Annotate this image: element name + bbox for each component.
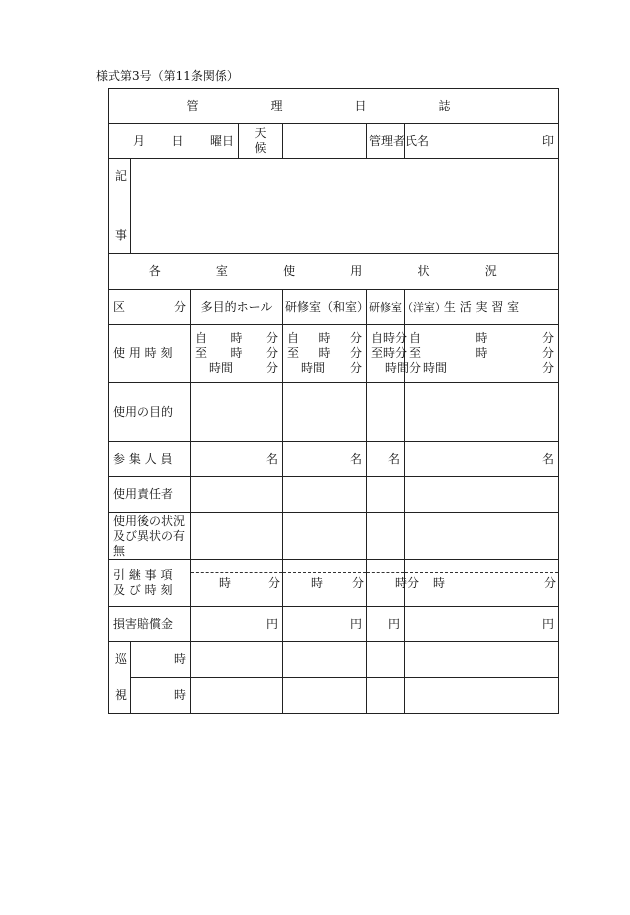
attendees-label: 参 集 人 員 bbox=[109, 442, 191, 477]
attendees-hall[interactable] bbox=[191, 442, 283, 477]
attendees-unit: 名 bbox=[542, 451, 555, 466]
minute-label: 分 bbox=[349, 361, 362, 375]
duration-label: 時間 bbox=[209, 361, 234, 375]
hour-label: 時 bbox=[395, 576, 408, 590]
to-label: 至 bbox=[409, 346, 422, 360]
minute-label: 分 bbox=[265, 361, 278, 375]
patrol-time-1[interactable] bbox=[131, 642, 191, 678]
damages-row bbox=[109, 607, 559, 642]
purpose-japanese[interactable] bbox=[283, 383, 367, 442]
handover-row bbox=[109, 560, 559, 607]
hour-label: 時 bbox=[383, 331, 396, 345]
after-status-kitchen[interactable] bbox=[405, 513, 559, 560]
minute-label: 分 bbox=[407, 576, 420, 590]
room-usage-section-title: 各 室 使 用 状 況 bbox=[109, 254, 559, 290]
patrol-row-2 bbox=[109, 678, 559, 714]
usage-time-row bbox=[109, 325, 559, 383]
hour-label: 時 bbox=[318, 346, 331, 360]
minute-label: 分 bbox=[267, 576, 280, 590]
responsible-japanese[interactable] bbox=[283, 477, 367, 513]
attendees-kitchen[interactable] bbox=[405, 442, 559, 477]
responsible-western[interactable] bbox=[367, 477, 405, 513]
after-status-hall[interactable] bbox=[191, 513, 283, 560]
attendees-western[interactable] bbox=[367, 442, 405, 477]
attendees-unit: 名 bbox=[349, 451, 362, 466]
minute-label: 分 bbox=[265, 346, 278, 360]
minute-label: 分 bbox=[409, 361, 422, 375]
responsible-kitchen[interactable] bbox=[405, 477, 559, 513]
damages-japanese[interactable] bbox=[283, 607, 367, 642]
after-status-row bbox=[109, 513, 559, 560]
damages-western[interactable] bbox=[367, 607, 405, 642]
purpose-hall[interactable] bbox=[191, 383, 283, 442]
hour-label: 時 bbox=[311, 576, 324, 590]
handover-japanese[interactable] bbox=[283, 560, 367, 607]
category-label bbox=[109, 290, 191, 325]
attendees-row bbox=[109, 442, 559, 477]
from-label: 自 bbox=[409, 331, 422, 345]
responsible-row bbox=[109, 477, 559, 513]
month-label: 月 bbox=[133, 133, 146, 148]
hour-label: 時 bbox=[219, 576, 232, 590]
room-header-japanese: 研修室（和室） bbox=[283, 290, 367, 325]
usage-time-label: 使 用 時 刻 bbox=[109, 325, 191, 383]
form-title: 管 理 日 誌 bbox=[109, 89, 559, 124]
hour-label: 時 bbox=[383, 346, 396, 360]
duration-label: 時間 bbox=[385, 361, 410, 375]
purpose-kitchen[interactable] bbox=[405, 383, 559, 442]
minute-label: 分 bbox=[349, 331, 362, 345]
room-header-western: 研修室（洋室） bbox=[367, 290, 405, 325]
handover-label-line2: 及 び 時 刻 bbox=[113, 583, 173, 597]
to-label: 至 bbox=[371, 346, 384, 360]
handover-kitchen[interactable] bbox=[405, 560, 559, 607]
handover-hall[interactable] bbox=[191, 560, 283, 607]
notes-field[interactable] bbox=[131, 159, 559, 254]
patrol-western-1[interactable] bbox=[367, 642, 405, 678]
room-header-kitchen: 生 活 実 習 室 bbox=[405, 290, 559, 325]
minute-label: 分 bbox=[395, 331, 408, 345]
usage-time-kitchen[interactable] bbox=[405, 325, 559, 383]
damages-label: 損害賠償金 bbox=[109, 607, 191, 642]
patrol-hall-1[interactable] bbox=[191, 642, 283, 678]
yen-unit: 円 bbox=[387, 616, 400, 631]
patrol-japanese-1[interactable] bbox=[283, 642, 367, 678]
notes-label-bottom: 事 bbox=[115, 228, 128, 242]
date-cell[interactable] bbox=[109, 124, 239, 159]
minute-label: 分 bbox=[351, 576, 364, 590]
minute-label: 分 bbox=[349, 346, 362, 360]
room-header-hall: 多目的ホール bbox=[191, 290, 283, 325]
category-label-right: 分 bbox=[173, 299, 186, 314]
yen-unit: 円 bbox=[542, 616, 555, 631]
seal-label: 印 bbox=[542, 133, 555, 148]
handover-label-line1: 引 継 事 項 bbox=[113, 568, 173, 582]
patrol-time-2[interactable] bbox=[131, 678, 191, 714]
notes-label-cell bbox=[109, 159, 131, 254]
room-header-row bbox=[109, 290, 559, 325]
form-number-label: 様式第3号（第11条関係） bbox=[96, 69, 239, 83]
hour-label: 時 bbox=[173, 688, 186, 702]
hour-label: 時 bbox=[475, 331, 488, 345]
patrol-japanese-2[interactable] bbox=[283, 678, 367, 714]
minute-label: 分 bbox=[542, 346, 555, 360]
from-label: 自 bbox=[195, 331, 208, 345]
notes-row bbox=[109, 159, 559, 254]
damages-hall[interactable] bbox=[191, 607, 283, 642]
patrol-label-cell bbox=[109, 642, 131, 714]
weekday-label: 曜日 bbox=[209, 133, 234, 148]
hour-label: 時 bbox=[230, 346, 243, 360]
duration-label: 時間 bbox=[301, 361, 326, 375]
yen-unit: 円 bbox=[349, 616, 362, 631]
patrol-label-bottom: 視 bbox=[115, 688, 128, 702]
duration-label: 時間 bbox=[423, 361, 448, 375]
yen-unit: 円 bbox=[265, 616, 278, 631]
purpose-label: 使用の目的 bbox=[109, 383, 191, 442]
attendees-unit: 名 bbox=[387, 451, 400, 466]
patrol-kitchen-2[interactable] bbox=[405, 678, 559, 714]
after-status-japanese[interactable] bbox=[283, 513, 367, 560]
usage-time-japanese[interactable] bbox=[283, 325, 367, 383]
patrol-label-top: 巡 bbox=[115, 652, 128, 666]
purpose-row bbox=[109, 383, 559, 442]
hour-label: 時 bbox=[230, 331, 243, 345]
minute-label: 分 bbox=[542, 331, 555, 345]
after-status-label: 使用後の状況及び異状の有無 bbox=[109, 513, 191, 560]
patrol-western-2[interactable] bbox=[367, 678, 405, 714]
header-row bbox=[109, 124, 559, 159]
hour-label: 時 bbox=[433, 576, 446, 590]
after-status-western[interactable] bbox=[367, 513, 405, 560]
handover-western[interactable] bbox=[367, 560, 420, 607]
minute-label: 分 bbox=[542, 361, 555, 375]
patrol-kitchen-1[interactable] bbox=[405, 642, 559, 678]
responsible-label: 使用責任者 bbox=[109, 477, 191, 513]
handover-label bbox=[109, 560, 191, 607]
patrol-row-1 bbox=[109, 642, 559, 678]
minute-label: 分 bbox=[544, 576, 557, 590]
from-label: 自 bbox=[371, 331, 384, 345]
category-label-left: 区 bbox=[113, 299, 126, 314]
management-log-form bbox=[108, 88, 558, 715]
to-label: 至 bbox=[287, 346, 300, 360]
from-label: 自 bbox=[287, 331, 300, 345]
attendees-japanese[interactable] bbox=[283, 442, 367, 477]
hour-label: 時 bbox=[173, 652, 186, 666]
weather-label: 天 候 bbox=[239, 124, 283, 159]
day-label: 日 bbox=[171, 133, 184, 148]
responsible-hall[interactable] bbox=[191, 477, 283, 513]
notes-label-top: 記 bbox=[115, 169, 128, 183]
weather-field[interactable] bbox=[283, 124, 367, 159]
hour-label: 時 bbox=[318, 331, 331, 345]
minute-label: 分 bbox=[395, 346, 408, 360]
damages-kitchen[interactable] bbox=[405, 607, 559, 642]
patrol-hall-2[interactable] bbox=[191, 678, 283, 714]
minute-label: 分 bbox=[265, 331, 278, 345]
usage-time-hall[interactable] bbox=[191, 325, 283, 383]
manager-name-label: 管理者氏名 bbox=[367, 124, 405, 159]
attendees-unit: 名 bbox=[265, 451, 278, 466]
hour-label: 時 bbox=[475, 346, 488, 360]
usage-time-western[interactable] bbox=[367, 325, 422, 383]
to-label: 至 bbox=[195, 346, 208, 360]
purpose-western[interactable] bbox=[367, 383, 405, 442]
